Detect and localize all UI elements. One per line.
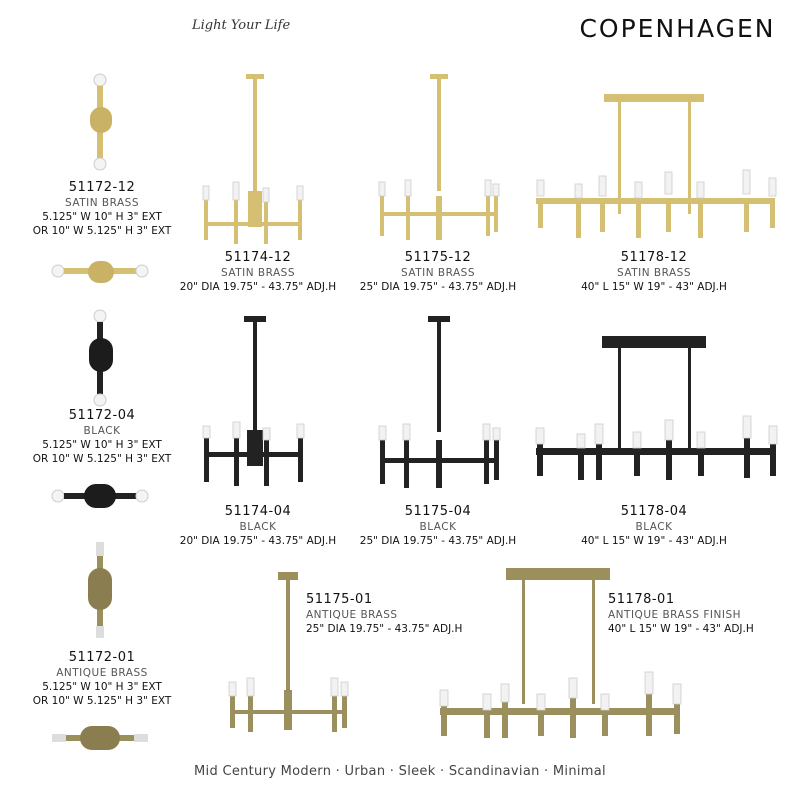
- model-number: 51174-04: [224, 504, 292, 519]
- sconce-51172-01-horizontal-image: [50, 724, 150, 754]
- dimensions: 40" L 15" W 19" - 43" ADJ.H: [581, 281, 727, 293]
- chandelier-51174-04-caption: [158, 504, 358, 547]
- model-number: 51174-12: [224, 250, 292, 265]
- dimensions: 40" L 15" W 19" - 43" ADJ.H: [608, 623, 754, 635]
- dimensions-alt: OR 10" W 5.125" H 3" EXT: [32, 695, 172, 707]
- model-number: 51172-01: [68, 650, 136, 665]
- finish-label: SATIN BRASS: [64, 197, 140, 209]
- finish-label: BLACK: [83, 425, 121, 437]
- dimensions: 25" DIA 19.75" - 43.75" ADJ.H: [306, 623, 463, 635]
- model-number: 51172-04: [68, 408, 136, 423]
- chandelier-51178-04-image: [532, 334, 782, 484]
- chandelier-51175-04-caption: [338, 504, 538, 547]
- model-number: 51175-12: [404, 250, 472, 265]
- dimensions-alt: OR 10" W 5.125" H 3" EXT: [32, 453, 172, 465]
- finish-label: BLACK: [419, 521, 457, 533]
- finish-label: ANTIQUE BRASS FINISH: [608, 609, 742, 621]
- model-number: 51175-04: [404, 504, 472, 519]
- finish-label: ANTIQUE BRASS: [56, 667, 148, 679]
- sconce-51172-12-caption: [2, 180, 202, 237]
- chandelier-51178-12-image: [532, 92, 782, 242]
- model-number: 51172-12: [68, 180, 136, 195]
- chandelier-51175-04-image: [374, 314, 504, 490]
- sconce-51172-01-vertical-image: [80, 540, 120, 640]
- chandelier-51174-04-image: [200, 314, 310, 490]
- chandelier-51174-12-image: [200, 72, 310, 248]
- model-number: 51175-01: [306, 592, 373, 607]
- finish-label: BLACK: [635, 521, 673, 533]
- finish-label: SATIN BRASS: [400, 267, 476, 279]
- model-number: 51178-12: [620, 250, 688, 265]
- sconce-51172-04-caption: [2, 408, 202, 465]
- dimensions: 20" DIA 19.75" - 43.75" ADJ.H: [179, 281, 337, 293]
- sconce-51172-04-horizontal-image: [50, 482, 150, 512]
- chandelier-51178-04-caption: [554, 504, 754, 547]
- style-keywords-footer: Mid Century Modern · Urban · Sleek · Scandinavian · Minimal: [194, 764, 606, 779]
- tagline: Light Your Life: [192, 18, 291, 33]
- sconce-51172-04-vertical-image: [80, 308, 120, 408]
- chandelier-51174-12-caption: [158, 250, 358, 293]
- model-number: 51178-01: [608, 592, 675, 607]
- dimensions: 5.125" W 10" H 3" EXT: [42, 681, 162, 693]
- model-number: 51178-04: [620, 504, 688, 519]
- finish-label: BLACK: [239, 521, 277, 533]
- finish-label: ANTIQUE BRASS: [306, 609, 398, 621]
- sconce-51172-01-caption: [2, 650, 202, 707]
- dimensions: 20" DIA 19.75" - 43.75" ADJ.H: [179, 535, 337, 547]
- chandelier-51178-12-caption: [554, 250, 754, 293]
- chandelier-51175-12-image: [374, 72, 504, 242]
- dimensions: 25" DIA 19.75" - 43.75" ADJ.H: [359, 281, 517, 293]
- dimensions: 40" L 15" W 19" - 43" ADJ.H: [581, 535, 727, 547]
- brand-title: COPENHAGEN: [579, 14, 776, 43]
- dimensions: 5.125" W 10" H 3" EXT: [42, 439, 162, 451]
- chandelier-51175-12-caption: [338, 250, 538, 293]
- sconce-51172-12-vertical-image: [80, 72, 120, 172]
- finish-label: SATIN BRASS: [220, 267, 296, 279]
- chandelier-51178-01-caption: [608, 592, 754, 635]
- dimensions-alt: OR 10" W 5.125" H 3" EXT: [32, 225, 172, 237]
- sconce-51172-12-horizontal-image: [50, 258, 150, 288]
- dimensions: 25" DIA 19.75" - 43.75" ADJ.H: [359, 535, 517, 547]
- dimensions: 5.125" W 10" H 3" EXT: [42, 211, 162, 223]
- finish-label: SATIN BRASS: [616, 267, 692, 279]
